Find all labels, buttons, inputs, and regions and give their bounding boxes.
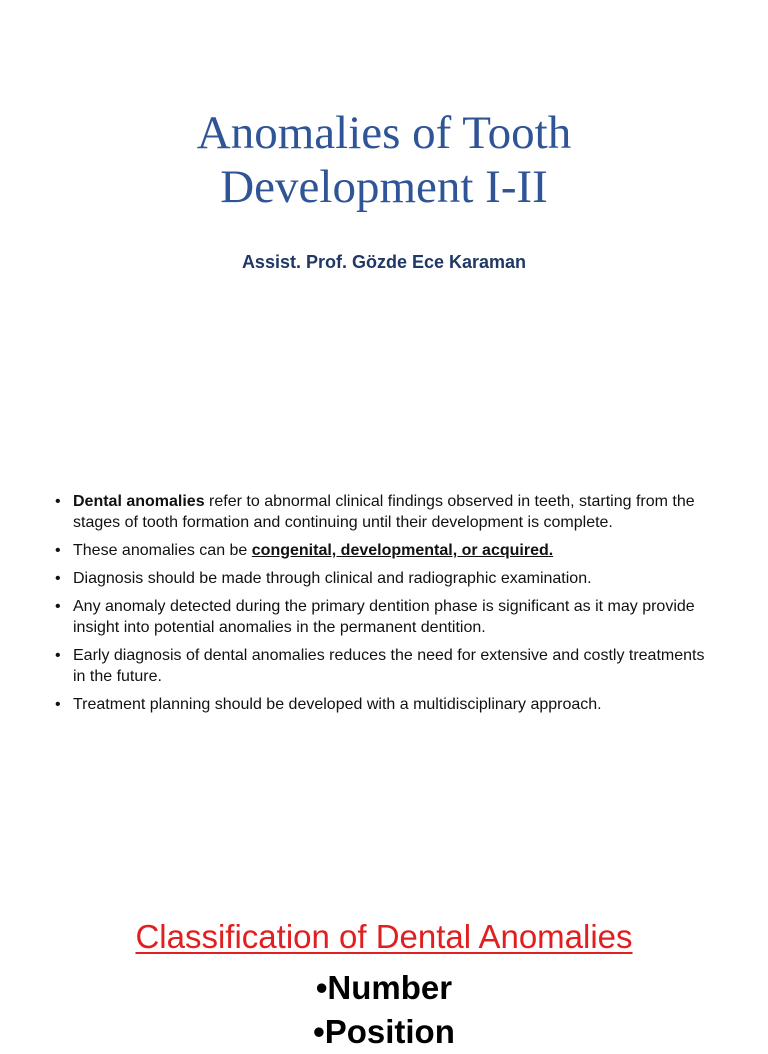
bullet-emphasis: congenital, developmental, or acquired. [251,542,554,559]
bullet-text: Any anomaly detected during the primary dentition phase is significant as it may provide insight into potential anomalies in the permanent dentition. [73,598,695,636]
bullet-item [55,645,720,687]
title-line-2: Development I-II [220,161,548,213]
bullet-list [55,491,720,722]
bullet-dot: • [55,570,61,587]
bullet-lead-term: Dental anomalies [73,493,205,510]
presentation-title [0,106,768,214]
bullet-text: refer to abnormal clinical findings observed in teeth, starting from the stages of tooth formation and continuing until their development is complete. [73,493,695,531]
bullet-dot: • [55,542,61,559]
classification-item-number: •Number [315,969,453,1006]
classification-item-position: •Position [313,1013,455,1050]
bullet-text: Diagnosis should be made through clinical and radiographic examination. [73,570,592,587]
bullet-text: Early diagnosis of dental anomalies reduces the need for extensive and costly treatments in the future. [73,647,705,685]
title-slide [0,0,768,440]
classification-list [0,966,768,1054]
bullet-text: Treatment planning should be developed with a multidisciplinary approach. [73,696,602,713]
bullet-text: These anomalies can be [73,542,252,559]
bullet-dot: • [55,598,61,615]
author-name: Assist. Prof. Gözde Ece Karaman [241,252,527,272]
bullet-dot: • [55,696,61,713]
bullet-item [55,568,720,589]
bullet-item [55,540,720,561]
bullet-dot: • [55,647,61,664]
bullet-item [55,694,720,715]
bullet-item [55,491,720,533]
classification-title: Classification of Dental Anomalies [135,918,633,955]
bullet-dot: • [55,493,61,510]
classification-slide [0,880,768,1050]
introduction-slide [0,440,768,880]
title-line-1: Anomalies of Tooth [196,107,572,159]
bullet-item [55,596,720,638]
